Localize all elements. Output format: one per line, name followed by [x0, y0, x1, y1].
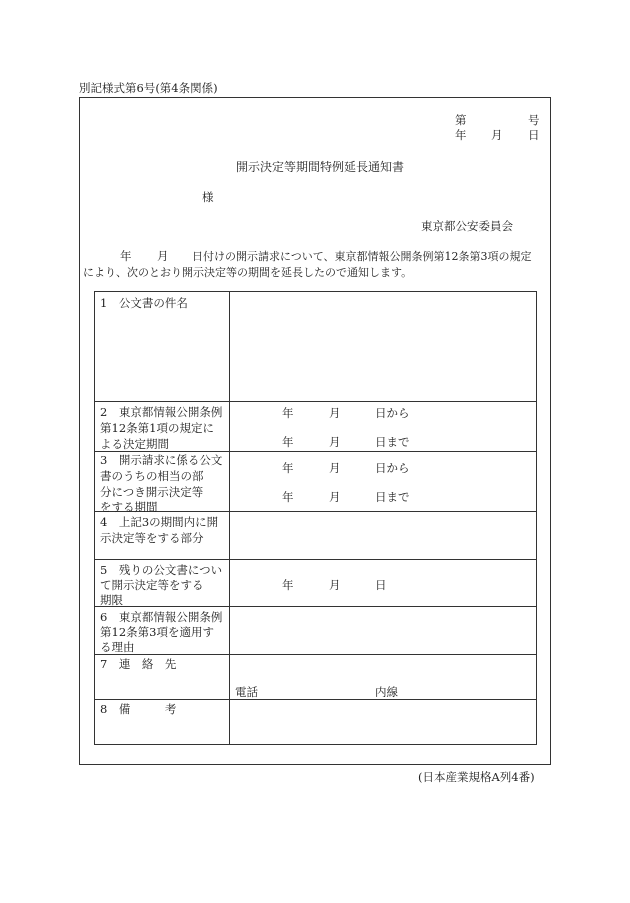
row-label-line: 書のうちの相当の部	[100, 469, 204, 483]
body-year: 年	[120, 249, 132, 263]
row-label-line: る理由	[100, 640, 135, 654]
row-label-line: 第12条第3項を適用す	[100, 625, 214, 639]
row-label-line: 4 上記3の期間内に開	[100, 515, 219, 529]
row-label-line: 5 残りの公文書につい	[100, 563, 223, 577]
period-from-day: 日から	[375, 406, 410, 420]
body-line-2: により、次のとおり開示決定等の期間を延長したので通知します。	[83, 266, 413, 279]
doc-number-dai: 第	[455, 113, 467, 127]
row-label-line: よる決定期間	[100, 437, 169, 451]
period-from-day: 日から	[375, 461, 410, 475]
deadline-day: 日	[375, 578, 387, 592]
row-label-line: て開示決定等をする	[100, 578, 204, 592]
addressee-suffix: 様	[202, 190, 214, 204]
row-label-line: をする期間	[100, 500, 158, 514]
body-line-1: 日付けの開示請求について、東京都情報公開条例第12条第3項の規定	[192, 250, 532, 263]
period-to-year: 年	[282, 490, 294, 504]
period-from-month: 月	[329, 406, 341, 420]
period-to-day: 日まで	[375, 435, 410, 449]
row-divider	[95, 606, 536, 607]
row-divider	[95, 699, 536, 700]
paper-standard-note: (日本産業規格A列4番)	[418, 770, 535, 784]
period-to-month: 月	[329, 490, 341, 504]
form-reference: 別記様式第6号(第4条関係)	[79, 81, 218, 95]
row-divider	[95, 559, 536, 560]
row-label-line: 第12条第1項の規定に	[100, 421, 214, 435]
deadline-year: 年	[282, 578, 294, 592]
row-label-line: 分につき開示決定等	[100, 485, 204, 499]
row-divider	[95, 654, 536, 655]
contact-extension-label: 内線	[375, 685, 398, 699]
doc-date-day: 日	[528, 128, 540, 142]
row-label-line: 期限	[100, 593, 123, 607]
row-divider	[95, 511, 536, 512]
info-table	[94, 291, 537, 745]
doc-date-year: 年	[455, 128, 467, 142]
row-label-line: 7 連 絡 先	[100, 657, 177, 671]
doc-number-go: 号	[528, 113, 540, 127]
period-from-year: 年	[282, 461, 294, 475]
period-to-day: 日まで	[375, 490, 410, 504]
row-label-line: 示決定等をする部分	[100, 531, 204, 545]
body-month: 月	[157, 249, 169, 263]
row-label-line: 3 開示請求に係る公文	[100, 453, 223, 467]
period-from-month: 月	[329, 461, 341, 475]
row-divider	[95, 401, 536, 402]
row-label-line: 8 備 考	[100, 702, 177, 716]
row-label-line: 2 東京都情報公開条例	[100, 405, 223, 419]
period-to-year: 年	[282, 435, 294, 449]
row-label-line: 6 東京都情報公開条例	[100, 610, 223, 624]
period-from-year: 年	[282, 406, 294, 420]
column-divider	[229, 292, 230, 744]
contact-phone-label: 電話	[235, 685, 258, 699]
period-to-month: 月	[329, 435, 341, 449]
deadline-month: 月	[329, 578, 341, 592]
row-label-line: 1 公文書の件名	[100, 296, 188, 310]
document-title: 開示決定等期間特例延長通知書	[236, 160, 405, 174]
sender-name: 東京都公安委員会	[421, 219, 513, 233]
doc-date-month: 月	[491, 128, 503, 142]
